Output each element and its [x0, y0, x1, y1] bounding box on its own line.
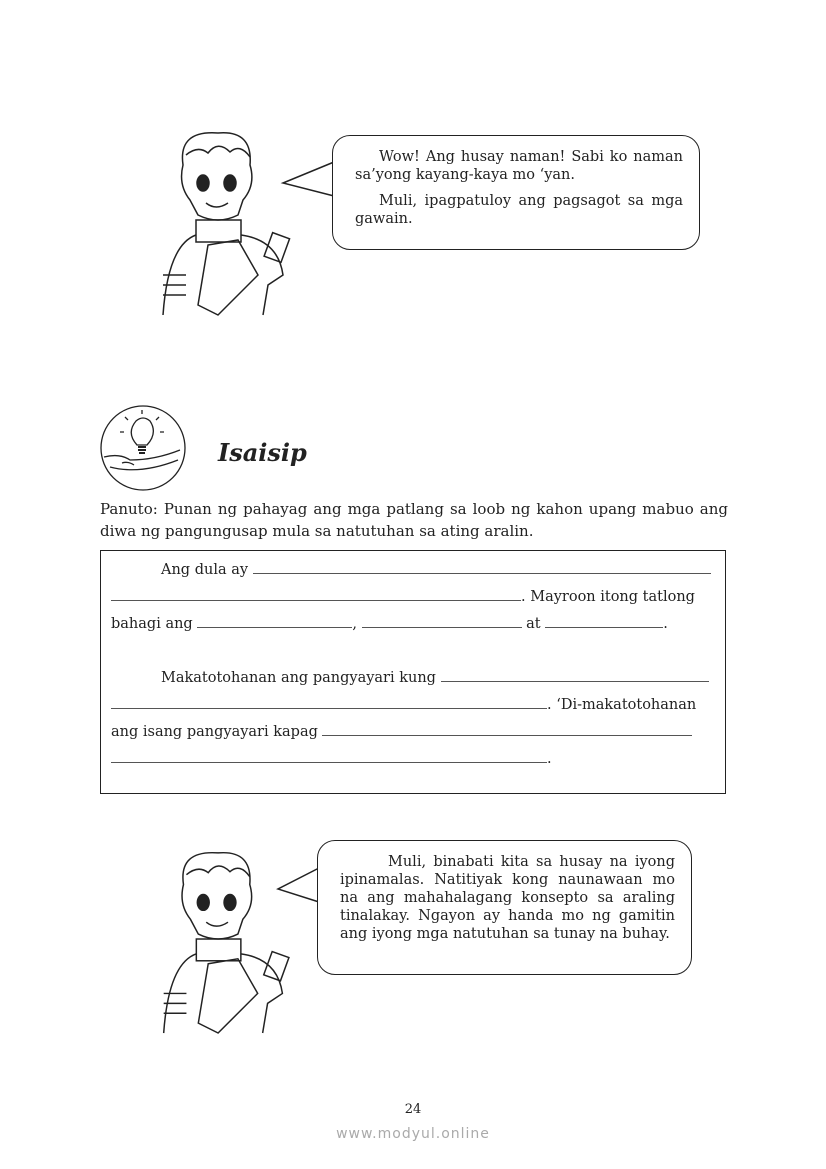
- speech-bubble-2: [317, 840, 692, 975]
- sentence-text: ,: [352, 616, 357, 632]
- blank-field[interactable]: [111, 586, 521, 601]
- blank-field[interactable]: [197, 613, 352, 628]
- blank-field[interactable]: [111, 694, 547, 709]
- sentence-text: .: [547, 751, 552, 767]
- lightbulb-hand-icon: [100, 405, 186, 491]
- instructions: Panuto: Punan ng pahayag ang mga patlang sa loob ng kahon upang mabuo ang diwa ng pangungusap mula sa natutuhan sa ating aralin.: [100, 500, 728, 540]
- blank-field[interactable]: [111, 748, 547, 763]
- sentence-text: Ang dula ay: [161, 562, 249, 578]
- blank-field[interactable]: [322, 721, 692, 736]
- fill-in-box: [100, 550, 726, 794]
- bubble-text: Muli, ipagpatuloy ang pagsagot sa mga gawain.: [355, 193, 683, 227]
- sentence-text: Makatotohanan ang pangyayari kung: [161, 670, 436, 686]
- blank-field[interactable]: [441, 667, 709, 682]
- sentence-text: . Mayroon itong tatlong: [521, 589, 695, 605]
- speech-tail: [280, 160, 336, 200]
- sentence-text: . ‘Di-makatotohanan: [547, 697, 697, 713]
- sentence-text: bahagi ang: [111, 616, 193, 632]
- sentence-text: at: [526, 616, 541, 632]
- sentence-text: .: [663, 616, 668, 632]
- watermark: www.modyul.online: [336, 1126, 490, 1142]
- sentence-text: ang isang pangyayari kapag: [111, 724, 318, 740]
- blank-field[interactable]: [253, 559, 711, 574]
- page-number: 24: [404, 1102, 422, 1117]
- boy-illustration-1: [158, 125, 298, 317]
- section-title: Isaisip: [218, 438, 307, 467]
- bubble-text: Wow! Ang husay naman! Sabi ko naman sa’yong kayang-kaya mo ‘yan.: [355, 149, 683, 183]
- speech-bubble-1: [332, 135, 700, 250]
- bubble-text: Muli, binabati kita sa husay na iyong ipinamalas. Natitiyak kong naunawaan mo na ang mahahalagang konsepto sa araling tinalakay. Ngayon ay handa mo ng gamitin ang iyong mga natutuhan sa tunay na buhay.: [340, 854, 675, 942]
- blank-field[interactable]: [545, 613, 663, 628]
- blank-field[interactable]: [362, 613, 522, 628]
- speech-tail: [275, 866, 321, 906]
